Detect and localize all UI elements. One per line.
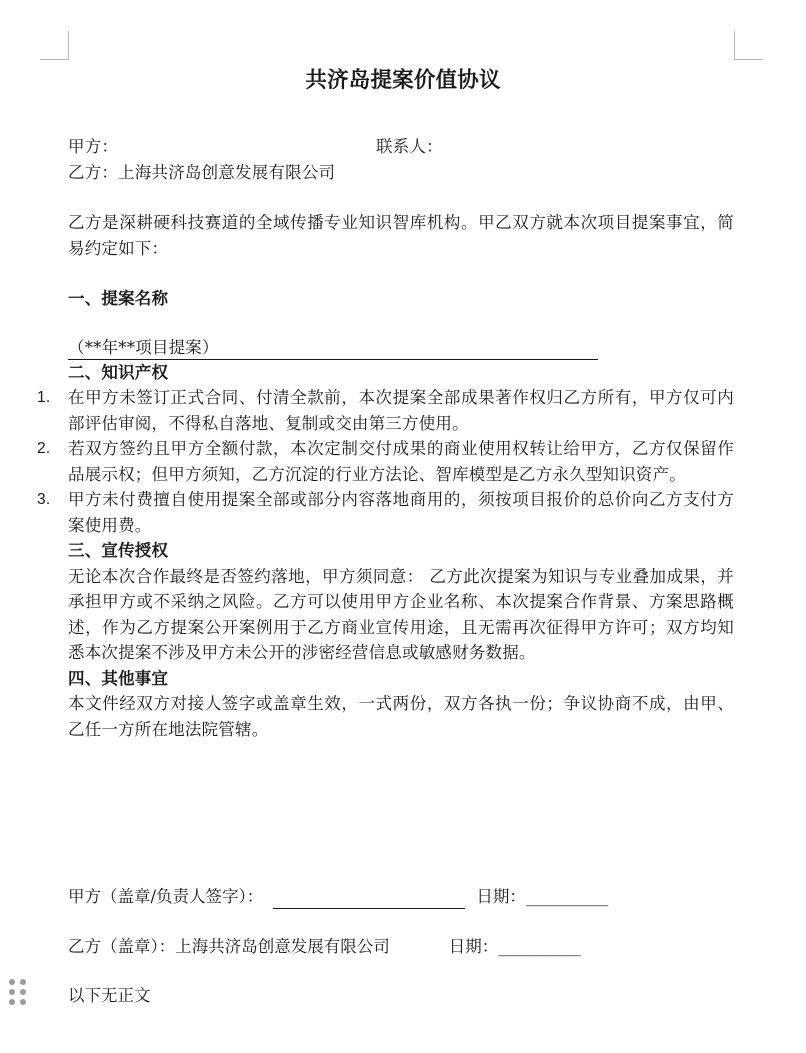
list-item-number: 2. <box>37 440 51 457</box>
list-item-number: 1. <box>37 389 51 406</box>
list-item <box>37 385 734 436</box>
promo-paragraph: 无论本次合作最终是否签约落地，甲方须同意： 乙方此次提案为知识与专业叠加成果，并承担甲方或不采纳之风险。乙方可以使用甲方企业名称、本次提案合作背景、方案思路概述，作为乙方提案公开案例用于乙方商业宣传用途，且无需再次征得甲方许可；双方均知悉本次提案不涉及甲方未公开的涉密经营信息或敏感财务数据。 <box>68 566 734 662</box>
party-a-row <box>68 134 734 160</box>
section-heading-name: 一、提案名称 <box>68 289 169 308</box>
date-blank-a: __________ <box>525 887 609 906</box>
signature-row-party-b <box>68 934 581 959</box>
list-item-text: 甲方未付费擅自使用提案全部或部分内容落地商用的，须按项目报价的总价向乙方支付方案使用费。 <box>68 490 734 535</box>
page-corner-mark-top-left <box>40 31 69 60</box>
drag-handle-icon[interactable] <box>9 979 27 1009</box>
list-item <box>37 487 734 538</box>
spacer <box>68 185 734 210</box>
end-of-document-text: 以下无正文 <box>68 986 151 1005</box>
page-corner-mark-top-right <box>734 31 763 60</box>
drag-dot <box>20 989 26 995</box>
spacer <box>68 261 734 286</box>
list-item-text: 若双方签约且甲方全额付款，本次定制交付成果的商业使用权转让给甲方，乙方仅保留作品展示权；但甲方须知，乙方沉淀的行业方法论、智库模型是乙方永久型知识资产。 <box>68 439 734 484</box>
party-b-signature-label: 乙方（盖章）：上海共济岛创意发展有限公司 <box>68 937 390 956</box>
ip-clause-list <box>37 385 734 538</box>
drag-dot <box>20 999 26 1005</box>
signature-row-party-a <box>68 884 608 909</box>
list-item-text: 在甲方未签订正式合同、付清全款前，本次提案全部成果著作权归乙方所有，甲方仅可内部评估审阅，不得私自落地、复制或交由第三方使用。 <box>68 388 734 433</box>
contact-label: 联系人： <box>376 137 443 156</box>
other-paragraph: 本文件经双方对接人签字或盖章生效，一式两份，双方各执一份；争议协商不成，由甲、乙任一方所在地法院管辖。 <box>68 694 734 739</box>
intro-paragraph: 乙方是深耕硬科技赛道的全域传播专业知识智库机构。甲乙双方就本次项目提案事宜，简易约定如下： <box>68 213 734 258</box>
list-item <box>37 436 734 487</box>
document-body[interactable] <box>37 64 734 742</box>
drag-dot <box>9 979 15 985</box>
section-heading-other: 四、其他事宜 <box>68 668 169 688</box>
section-heading-ip: 二、知识产权 <box>68 362 169 382</box>
party-b-line: 乙方：上海共济岛创意发展有限公司 <box>68 162 336 182</box>
party-a-signature-label: 甲方（盖章/负责人签字）： <box>68 887 264 906</box>
party-a-signature-line <box>273 888 465 909</box>
drag-dot <box>9 999 15 1005</box>
drag-dot <box>9 989 15 995</box>
section-heading-promo: 三、宣传授权 <box>68 541 169 560</box>
date-label-a: 日期： <box>476 887 526 906</box>
spacer <box>68 312 734 336</box>
party-a-label: 甲方： <box>68 137 119 156</box>
date-blank-b: __________ <box>498 937 581 956</box>
drag-dot <box>20 979 26 985</box>
date-label-b: 日期： <box>448 937 499 956</box>
proposal-name-field: （**年**项目提案） <box>68 336 598 360</box>
document-title: 共济岛提案价值协议 <box>305 68 501 93</box>
list-item-number: 3. <box>37 491 51 508</box>
